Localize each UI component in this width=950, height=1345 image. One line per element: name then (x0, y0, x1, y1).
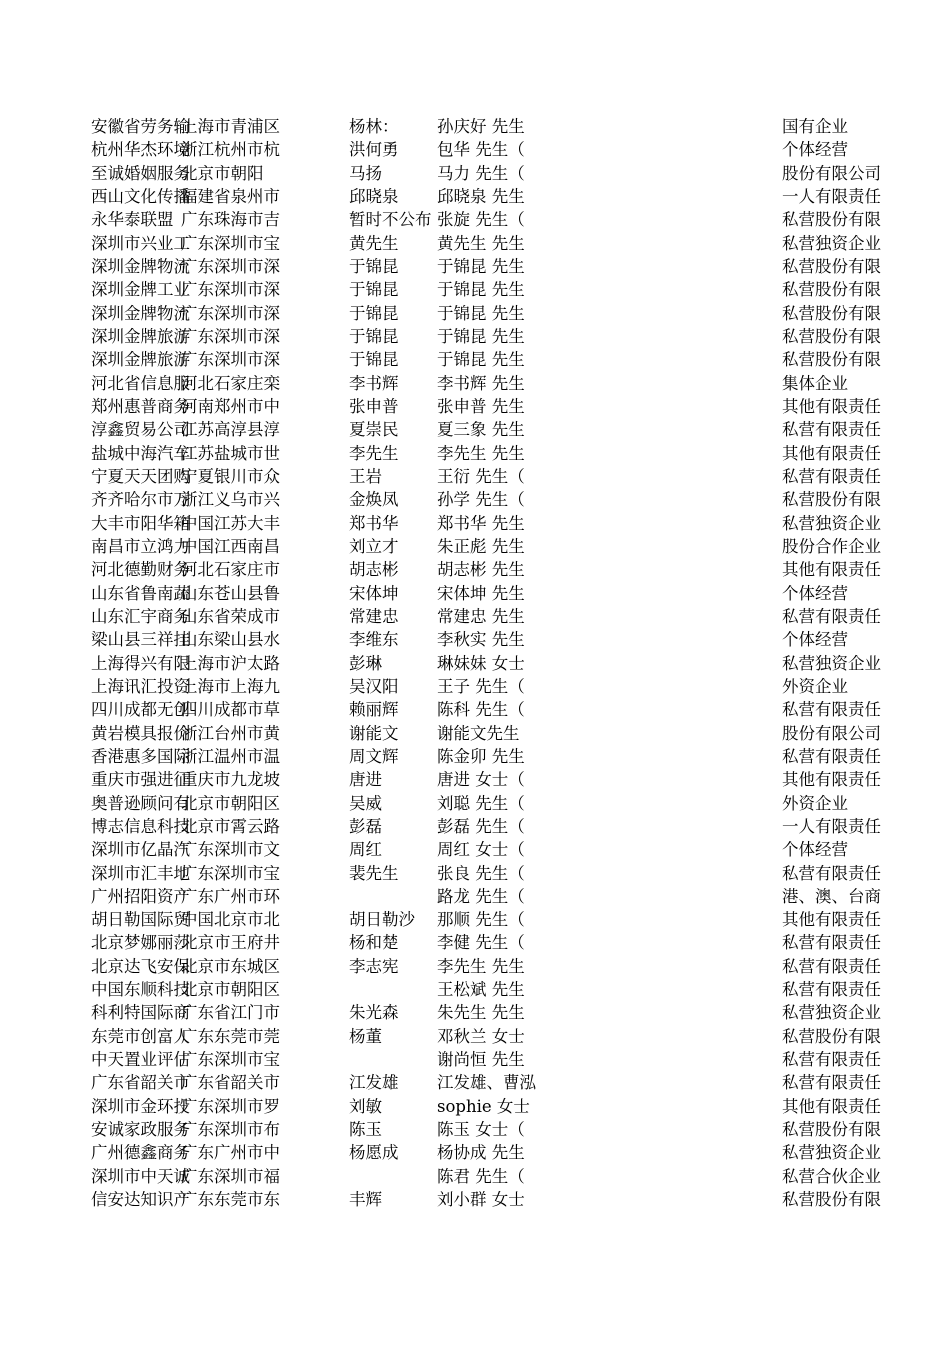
address-cell: 福建省泉州市 (181, 186, 280, 206)
company-type-cell: 私营股份有限 (782, 210, 881, 230)
company-cell: 杭州华杰环境 (91, 140, 190, 160)
table-row (0, 302, 950, 325)
company-cell: 河北省信息服 (91, 373, 190, 393)
legal-rep-cell: 金焕凤 (349, 490, 399, 510)
legal-rep-cell: 夏崇民 (349, 420, 399, 440)
contact-cell: 朱先生 先生 (437, 1003, 525, 1023)
company-type-cell: 私营股份有限 (782, 280, 881, 300)
company-cell: 深圳市兴业工 (91, 233, 190, 253)
legal-rep-cell: 彭磊 (349, 816, 382, 836)
table-row (0, 232, 950, 255)
company-cell: 中天置业评估 (91, 1050, 190, 1070)
company-cell: 至诚婚姻服务 (91, 163, 190, 183)
address-cell: 广东东莞市东 (181, 1190, 280, 1210)
company-cell: 永华泰联盟 (91, 210, 174, 230)
table-row (0, 512, 950, 535)
address-cell: 广东深圳市深 (181, 280, 280, 300)
company-type-cell: 私营独资企业 (782, 653, 881, 673)
legal-rep-cell: 杨和楚 (349, 933, 399, 953)
company-cell: 广州招阳资产 (91, 886, 190, 906)
table-row (0, 792, 950, 815)
table-row (0, 278, 950, 301)
company-cell: 上海讯汇投资 (91, 676, 190, 696)
legal-rep-cell: 马扬 (349, 163, 382, 183)
table-row (0, 372, 950, 395)
contact-cell: 孙学 先生（ (437, 490, 525, 510)
table-row (0, 1141, 950, 1164)
company-type-cell: 一人有限责任 (782, 816, 881, 836)
company-cell: 上海得兴有限 (91, 653, 190, 673)
contact-cell: 于锦昆 先生 (437, 350, 525, 370)
company-cell: 梁山县三祥挂 (91, 630, 190, 650)
legal-rep-cell: 李书辉 (349, 373, 399, 393)
address-cell: 北京市王府井 (181, 933, 280, 953)
table-row (0, 582, 950, 605)
company-cell: 香港惠多国际 (91, 746, 190, 766)
table-row (0, 138, 950, 161)
contact-cell: 陈金卯 先生 (437, 746, 525, 766)
company-type-cell: 个体经营 (782, 630, 848, 650)
company-cell: 北京达飞安保 (91, 956, 190, 976)
company-type-cell: 其他有限责任 (782, 1096, 881, 1116)
legal-rep-cell: 吴汉阳 (349, 676, 399, 696)
table-row (0, 815, 950, 838)
legal-rep-cell: 江发雄 (349, 1073, 399, 1093)
company-type-cell: 私营独资企业 (782, 513, 881, 533)
table-row (0, 885, 950, 908)
company-type-cell: 私营有限责任 (782, 863, 881, 883)
contact-cell: 宋体坤 先生 (437, 583, 525, 603)
contact-cell: 邓秋兰 女士 (437, 1026, 525, 1046)
contact-cell: 李先生 先生 (437, 443, 525, 463)
company-type-cell: 外资企业 (782, 676, 848, 696)
contact-cell: 朱正彪 先生 (437, 536, 525, 556)
company-cell: 奥普逊顾问有 (91, 793, 190, 813)
company-type-cell: 其他有限责任 (782, 396, 881, 416)
legal-rep-cell: 赖丽辉 (349, 700, 399, 720)
company-type-cell: 私营有限责任 (782, 420, 881, 440)
company-type-cell: 其他有限责任 (782, 560, 881, 580)
company-cell: 四川成都无创 (91, 700, 190, 720)
company-type-cell: 外资企业 (782, 793, 848, 813)
legal-rep-cell: 杨董 (349, 1026, 382, 1046)
contact-cell: 陈科 先生（ (437, 700, 525, 720)
address-cell: 上海市青浦区 (181, 117, 280, 136)
contact-cell: 于锦昆 先生 (437, 280, 525, 300)
contact-cell: 谢能文先生 (437, 723, 520, 743)
address-cell: 山东苍山县鲁 (181, 583, 280, 603)
company-type-cell: 私营独资企业 (782, 233, 881, 253)
address-cell: 中国江苏大丰 (181, 513, 280, 533)
legal-rep-cell: 张申普 (349, 396, 399, 416)
contact-cell: 黄先生 先生 (437, 233, 525, 253)
company-cell: 深圳市金环投 (91, 1096, 190, 1116)
company-cell: 深圳市中天诚 (91, 1166, 190, 1186)
company-type-cell: 个体经营 (782, 140, 848, 160)
contact-cell: 夏三象 先生 (437, 420, 525, 440)
legal-rep-cell: 李志宪 (349, 956, 399, 976)
contact-cell: 郑书华 先生 (437, 513, 525, 533)
contact-cell: 于锦昆 先生 (437, 256, 525, 276)
legal-rep-cell: 于锦昆 (349, 350, 399, 370)
legal-rep-cell: 王岩 (349, 466, 382, 486)
company-cell: 河北德勤财务 (91, 560, 190, 580)
company-type-cell: 私营有限责任 (782, 933, 881, 953)
company-cell: 南昌市立鸿力 (91, 536, 190, 556)
contact-cell: 于锦昆 先生 (437, 326, 525, 346)
company-type-cell: 私营有限责任 (782, 746, 881, 766)
contact-cell: 王子 先生（ (437, 676, 525, 696)
address-cell: 江苏高淳县淳 (181, 420, 280, 440)
contact-cell: 李秋实 先生 (437, 630, 525, 650)
address-cell: 广东深圳市罗 (181, 1096, 280, 1116)
table-row (0, 768, 950, 791)
contact-cell: 常建忠 先生 (437, 606, 525, 626)
company-type-cell: 国有企业 (782, 117, 848, 136)
legal-rep-cell: 于锦昆 (349, 326, 399, 346)
company-type-cell: 其他有限责任 (782, 910, 881, 930)
legal-rep-cell: 于锦昆 (349, 256, 399, 276)
company-type-cell: 股份合作企业 (782, 536, 881, 556)
table-row (0, 722, 950, 745)
company-cell: 西山文化传播 (91, 186, 190, 206)
contact-cell: 路龙 先生（ (437, 886, 525, 906)
company-cell: 北京梦娜丽莎 (91, 933, 190, 953)
contact-cell: 李健 先生（ (437, 933, 525, 953)
company-type-cell: 股份有限公司 (782, 723, 881, 743)
company-type-cell: 私营有限责任 (782, 980, 881, 1000)
legal-rep-cell: 唐进 (349, 770, 382, 790)
company-cell: 黄岩模具报价 (91, 723, 190, 743)
address-cell: 北京市朝阳区 (181, 793, 280, 813)
company-cell: 科利特国际商 (91, 1003, 190, 1023)
company-cell: 郑州惠普商务 (91, 396, 190, 416)
legal-rep-cell: 李先生 (349, 443, 399, 463)
legal-rep-cell: 丰辉 (349, 1190, 382, 1210)
company-cell: 山东汇宇商务 (91, 606, 190, 626)
address-cell: 浙江台州市黄 (181, 723, 280, 743)
company-cell: 深圳市亿晶汽 (91, 840, 190, 860)
contact-cell: 那顺 先生（ (437, 910, 525, 930)
spreadsheet-page (0, 115, 950, 1211)
company-cell: 深圳金牌旅游 (91, 350, 190, 370)
company-type-cell: 股份有限公司 (782, 163, 881, 183)
address-cell: 中国北京市北 (181, 910, 280, 930)
company-cell: 胡日勒国际贸 (91, 910, 190, 930)
company-cell: 齐齐哈尔市万 (91, 490, 190, 510)
legal-rep-cell: 李维东 (349, 630, 399, 650)
table-row (0, 185, 950, 208)
contact-cell: 陈君 先生（ (437, 1166, 525, 1186)
address-cell: 山东梁山县水 (181, 630, 280, 650)
contact-cell: 邱晓泉 先生 (437, 186, 525, 206)
company-cell: 中国东顺科技 (91, 980, 190, 1000)
contact-cell: 张良 先生（ (437, 863, 525, 883)
company-type-cell: 集体企业 (782, 373, 848, 393)
table-row (0, 1048, 950, 1071)
table-row (0, 488, 950, 511)
table-row (0, 838, 950, 861)
table-row (0, 605, 950, 628)
legal-rep-cell: 谢能文 (349, 723, 399, 743)
table-row (0, 208, 950, 231)
company-type-cell: 私营股份有限 (782, 490, 881, 510)
company-type-cell: 其他有限责任 (782, 770, 881, 790)
address-cell: 河南郑州市中 (181, 396, 280, 416)
contact-cell: sophie 女士 (437, 1096, 530, 1116)
address-cell: 广东深圳市深 (181, 350, 280, 370)
address-cell: 河北石家庄栾 (181, 373, 280, 393)
address-cell: 北京市霄云路 (181, 816, 280, 836)
table-row (0, 955, 950, 978)
company-cell: 安诚家政服务 (91, 1120, 190, 1140)
address-cell: 浙江义乌市兴 (181, 490, 280, 510)
address-cell: 广东珠海市吉 (181, 210, 280, 230)
address-cell: 广东深圳市深 (181, 303, 280, 323)
company-cell: 博志信息科技 (91, 816, 190, 836)
company-type-cell: 私营有限责任 (782, 1073, 881, 1093)
legal-rep-cell: 于锦昆 (349, 303, 399, 323)
company-cell: 东莞市创富人 (91, 1026, 190, 1046)
contact-cell: 杨协成 先生 (437, 1143, 525, 1163)
company-cell: 广东省韶关市 (91, 1073, 190, 1093)
table-row (0, 162, 950, 185)
address-cell: 宁夏银川市众 (181, 466, 280, 486)
company-cell: 深圳金牌工业 (91, 280, 190, 300)
address-cell: 山东省荣成市 (181, 606, 280, 626)
company-cell: 盐城中海汽车 (91, 443, 190, 463)
company-type-cell: 私营股份有限 (782, 1026, 881, 1046)
contact-cell: 胡志彬 先生 (437, 560, 525, 580)
legal-rep-cell: 邱晓泉 (349, 186, 399, 206)
company-type-cell: 私营有限责任 (782, 1050, 881, 1070)
contact-cell: 李先生 先生 (437, 956, 525, 976)
table-row (0, 1118, 950, 1141)
contact-cell: 马力 先生（ (437, 163, 525, 183)
table-row (0, 652, 950, 675)
address-cell: 浙江温州市温 (181, 746, 280, 766)
table-row (0, 1025, 950, 1048)
table-row (0, 558, 950, 581)
table-row (0, 745, 950, 768)
table-row (0, 255, 950, 278)
company-type-cell: 私营有限责任 (782, 466, 881, 486)
address-cell: 江苏盐城市世 (181, 443, 280, 463)
address-cell: 中国江西南昌 (181, 536, 280, 556)
company-cell: 广州德鑫商务 (91, 1143, 190, 1163)
address-cell: 广东深圳市布 (181, 1120, 280, 1140)
company-cell: 山东省鲁南蔬 (91, 583, 190, 603)
legal-rep-cell: 郑书华 (349, 513, 399, 533)
table-row (0, 908, 950, 931)
company-type-cell: 其他有限责任 (782, 443, 881, 463)
table-row (0, 862, 950, 885)
address-cell: 上海市沪太路 (181, 653, 280, 673)
table-row (0, 1165, 950, 1188)
contact-cell: 包华 先生（ (437, 140, 525, 160)
contact-cell: 于锦昆 先生 (437, 303, 525, 323)
company-type-cell: 私营独资企业 (782, 1003, 881, 1023)
contact-cell: 彭磊 先生（ (437, 816, 525, 836)
legal-rep-cell: 周文辉 (349, 746, 399, 766)
contact-cell: 张申普 先生 (437, 396, 525, 416)
contact-cell: 王松斌 先生 (437, 980, 525, 1000)
address-cell: 广东深圳市宝 (181, 233, 280, 253)
company-type-cell: 私营股份有限 (782, 1120, 881, 1140)
company-type-cell: 个体经营 (782, 840, 848, 860)
legal-rep-cell: 胡日勒沙 (349, 910, 415, 930)
legal-rep-cell: 朱光森 (349, 1003, 399, 1023)
table-row (0, 442, 950, 465)
legal-rep-cell: 杨愿成 (349, 1143, 399, 1163)
table-row (0, 395, 950, 418)
table-row (0, 931, 950, 954)
address-cell: 上海市上海九 (181, 676, 280, 696)
contact-cell: 江发雄、曹泓 (437, 1073, 536, 1093)
contact-cell: 陈玉 女士（ (437, 1120, 525, 1140)
company-cell: 安徽省劳务输 (91, 117, 190, 136)
table-row (0, 675, 950, 698)
company-cell: 大丰市阳华箱 (91, 513, 190, 533)
table-row (0, 978, 950, 1001)
table-row (0, 1071, 950, 1094)
contact-cell: 孙庆好 先生 (437, 117, 525, 136)
company-cell: 深圳市汇丰地 (91, 863, 190, 883)
company-type-cell: 私营独资企业 (782, 1143, 881, 1163)
table-row (0, 115, 950, 138)
company-type-cell: 私营有限责任 (782, 606, 881, 626)
address-cell: 北京市东城区 (181, 956, 280, 976)
legal-rep-cell: 裴先生 (349, 863, 399, 883)
company-type-cell: 私营有限责任 (782, 700, 881, 720)
address-cell: 广东深圳市深 (181, 256, 280, 276)
address-cell: 广东深圳市文 (181, 840, 280, 860)
legal-rep-cell: 彭琳 (349, 653, 382, 673)
table-row (0, 1001, 950, 1024)
address-cell: 广东广州市中 (181, 1143, 280, 1163)
address-cell: 广东省韶关市 (181, 1073, 280, 1093)
table-row (0, 348, 950, 371)
address-cell: 广东省江门市 (181, 1003, 280, 1023)
legal-rep-cell: 黄先生 (349, 233, 399, 253)
legal-rep-cell: 洪何勇 (349, 140, 399, 160)
table-row (0, 1188, 950, 1211)
legal-rep-cell: 陈玉 (349, 1120, 382, 1140)
company-type-cell: 私营合伙企业 (782, 1166, 881, 1186)
company-type-cell: 港、澳、台商 (782, 886, 881, 906)
address-cell: 河北石家庄市 (181, 560, 280, 580)
company-cell: 宁夏天天团购 (91, 466, 190, 486)
company-type-cell: 私营股份有限 (782, 1190, 881, 1210)
table-row (0, 325, 950, 348)
company-type-cell: 私营有限责任 (782, 956, 881, 976)
legal-rep-cell: 刘立才 (349, 536, 399, 556)
legal-rep-cell: 暂时不公布 (349, 210, 432, 230)
legal-rep-cell: 常建忠 (349, 606, 399, 626)
company-cell: 淳鑫贸易公司 (91, 420, 190, 440)
address-cell: 广东广州市环 (181, 886, 280, 906)
address-cell: 北京市朝阳 (181, 163, 264, 183)
company-cell: 深圳金牌物流 (91, 303, 190, 323)
table-row (0, 465, 950, 488)
address-cell: 广东东莞市莞 (181, 1026, 280, 1046)
company-type-cell: 私营股份有限 (782, 350, 881, 370)
table-row (0, 628, 950, 651)
legal-rep-cell: 宋体坤 (349, 583, 399, 603)
contact-cell: 周红 女士（ (437, 840, 525, 860)
legal-rep-cell: 胡志彬 (349, 560, 399, 580)
company-cell: 信安达知识产 (91, 1190, 190, 1210)
table-row (0, 698, 950, 721)
company-type-cell: 个体经营 (782, 583, 848, 603)
contact-cell: 唐进 女士（ (437, 770, 525, 790)
legal-rep-cell: 吴威 (349, 793, 382, 813)
table-row (0, 535, 950, 558)
address-cell: 北京市朝阳区 (181, 980, 280, 1000)
table-row (0, 418, 950, 441)
company-type-cell: 一人有限责任 (782, 186, 881, 206)
address-cell: 广东深圳市宝 (181, 863, 280, 883)
legal-rep-cell: 周红 (349, 840, 382, 860)
address-cell: 广东深圳市宝 (181, 1050, 280, 1070)
company-type-cell: 私营股份有限 (782, 326, 881, 346)
address-cell: 广东深圳市深 (181, 326, 280, 346)
company-type-cell: 私营股份有限 (782, 256, 881, 276)
contact-cell: 李书辉 先生 (437, 373, 525, 393)
address-cell: 四川成都市草 (181, 700, 280, 720)
legal-rep-cell: 刘敏 (349, 1096, 382, 1116)
table-row (0, 1095, 950, 1118)
company-cell: 深圳金牌旅游 (91, 326, 190, 346)
company-type-cell: 私营股份有限 (782, 303, 881, 323)
address-cell: 重庆市九龙坡 (181, 770, 280, 790)
contact-cell: 刘小群 女士 (437, 1190, 525, 1210)
contact-cell: 刘聪 先生（ (437, 793, 525, 813)
company-cell: 深圳金牌物流 (91, 256, 190, 276)
company-cell: 重庆市强进征 (91, 770, 190, 790)
contact-cell: 张旋 先生（ (437, 210, 525, 230)
contact-cell: 琳妹妹 女士 (437, 653, 525, 673)
contact-cell: 王衍 先生（ (437, 466, 525, 486)
legal-rep-cell: 杨林： (349, 117, 399, 136)
legal-rep-cell: 于锦昆 (349, 280, 399, 300)
contact-cell: 谢尚恒 先生 (437, 1050, 525, 1070)
address-cell: 广东深圳市福 (181, 1166, 280, 1186)
address-cell: 浙江杭州市杭 (181, 140, 280, 160)
